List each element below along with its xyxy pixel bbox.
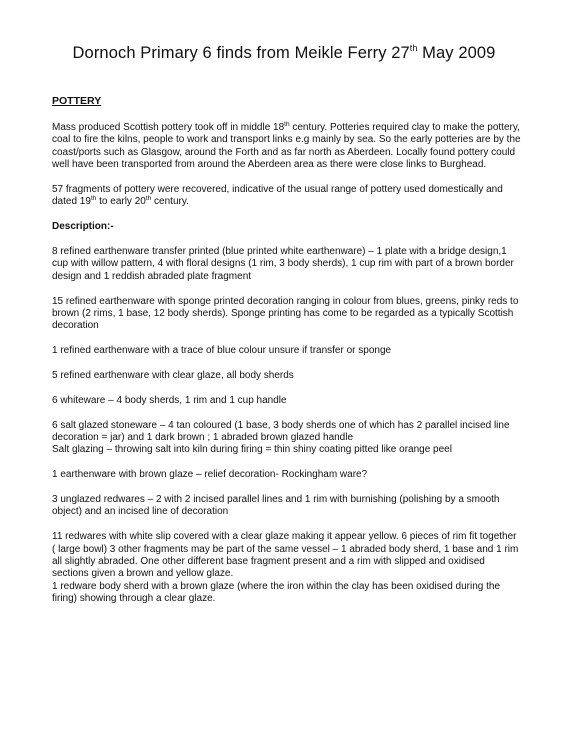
item-salt-glazed-stoneware: 6 salt glazed stoneware – 4 tan coloured (1 base, 3 body sherds one of which has 2 parallel incised line decoration = jar) and 1 dark brown ; 1 abraded brown glazed handle	[52, 419, 510, 444]
item-blue-trace: 1 refined earthenware with a trace of blue colour unsure if transfer or sponge	[52, 345, 392, 357]
document-title	[0, 44, 568, 63]
item-transfer-printed: 8 refined earthenware transfer printed (blue printed white earthenware) – 1 plate with a bridge design,1 cup with willow pattern, 4 with floral designs (1 rim, 3 body sherds), 1 cup rim with part of a brown border design and 1 reddish abraded plate fragment	[52, 246, 514, 282]
section-heading-pottery: POTTERY	[52, 95, 102, 107]
item-unglazed-redwares: 3 unglazed redwares – 2 with 2 incised parallel lines and 1 rim with burnishing (polishing by a smooth object) and an incised line of decoration	[52, 494, 500, 518]
recovered-superscript-a: th	[90, 195, 97, 203]
recovered-text-c: century.	[151, 196, 189, 208]
intro-text-b: century. Potteries required clay to make the pottery, coal to fire the kilns, people to work and transport links e.g mainly by sea. So the early potteries are by the coast/ports such as Glasgow, around the Forth and as far north as Aberdeen. Locally found pottery could well have been transported from around the Aberdeen area as there were close links to Burghead.	[52, 122, 521, 171]
recovered-text-b: to early 20	[96, 196, 146, 208]
item-slipped-redwares: 11 redwares with white slip covered with a clear glaze making it appear yellow. 6 pieces of rim fit together ( large bowl) 3 other fragments may be part of the same vessel – 1 abraded body sherd, 1 base and 1 rim all slightly abraded. One other different base fragment present and a rim with slipped and oxidised sections given a brown and yellow glaze.	[52, 531, 519, 580]
item-salt-glazing-note: Salt glazing – throwing salt into kiln during firing = thin shiny coating pitted like orange peel	[52, 444, 452, 456]
item-redware-body-sherd: 1 redware body sherd with a brown glaze (where the iron within the clay has been oxidised during the firing) showing through a clear glaze.	[52, 580, 501, 605]
item-clear-glaze: 5 refined earthenware with clear glaze, all body sherds	[52, 370, 294, 382]
description-heading: Description:-	[52, 221, 114, 233]
recovered-text-a: 57 fragments of pottery were recovered, indicative of the usual range of pottery used domestically and dated 19	[52, 184, 503, 208]
title-text: Dornoch Primary 6 finds from Meikle Ferry 27	[72, 44, 410, 62]
item-rockingham: 1 earthenware with brown glaze – relief decoration- Rockingham ware?	[52, 469, 368, 481]
title-date-text: May 2009	[417, 44, 496, 62]
item-whiteware: 6 whiteware – 4 body sherds, 1 rim and 1 cup handle	[52, 394, 287, 406]
intro-superscript: th	[284, 121, 290, 128]
intro-text-a: Mass produced Scottish pottery took off in middle 18	[52, 122, 285, 133]
item-sponge-printed: 15 refined earthenware with sponge printed decoration ranging in colour from blues, greens, pinky reds to brown (2 rims, 1 base, 12 body sherds). Sponge printing has come to be regarded as a typically Scottish decoration	[52, 295, 519, 332]
recovered-paragraph	[52, 184, 522, 209]
intro-paragraph	[52, 122, 522, 172]
document-body	[52, 122, 522, 618]
recovered-superscript-b: th	[145, 195, 152, 203]
title-superscript: th	[409, 43, 418, 53]
